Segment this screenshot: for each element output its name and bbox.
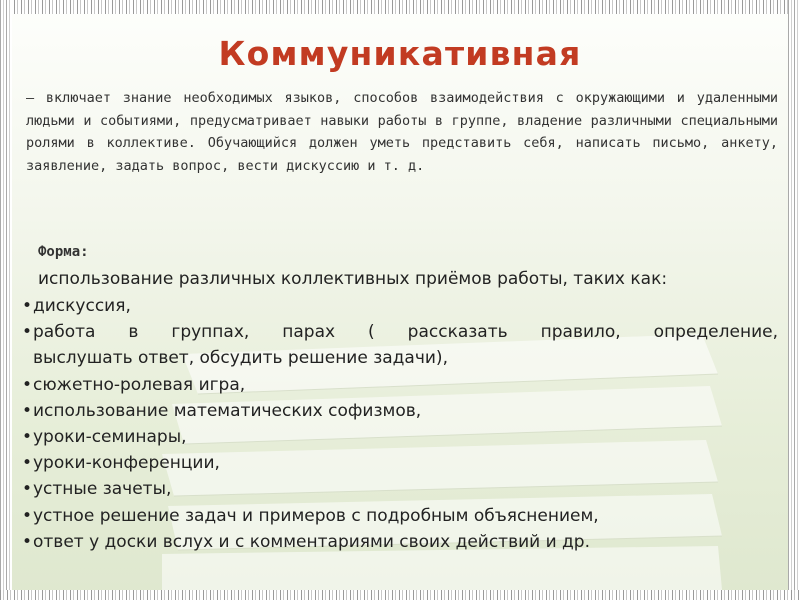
list-item: • использование математических софизмов, xyxy=(22,398,778,424)
right-stripe-border xyxy=(788,0,800,600)
left-stripe-border xyxy=(0,0,12,600)
list-item-continuation: выслушать ответ, обсудить решение задачи), xyxy=(33,348,448,369)
top-stripe-border xyxy=(0,0,800,14)
list-item: • устное решение задач и примеров с подробным объяснением, xyxy=(22,503,778,529)
list-item: • устные зачеты, xyxy=(22,476,778,502)
form-description: использование различных коллективных приёмов работы, таких как: xyxy=(38,269,668,289)
list-item: • работа в группах, парах ( рассказать правило, определение, xyxy=(22,319,778,345)
slide-title: Коммуникативная xyxy=(218,34,582,73)
bottom-stripe-border xyxy=(0,590,800,600)
methods-list xyxy=(22,293,778,555)
form-label: Форма: xyxy=(38,244,89,260)
list-item: • уроки-семинары, xyxy=(22,424,778,450)
list-item: • дискуссия, xyxy=(22,293,778,319)
list-item: • сюжетно-ролевая игра, xyxy=(22,372,778,398)
slide xyxy=(12,14,788,590)
list-item: • ответ у доски вслух и с комментариями своих действий и др. xyxy=(22,529,778,555)
intro-paragraph: – включает знание необходимых языков, способов взаимодействия с окружающими и удаленными людьми и событиями, предусматривает навыки работы в группе, владение различными специальными ролями в коллективе. Обучающийся должен уметь представить себя, написать письмо, анкету, заявление, задать вопрос, вести дискуссию и т. д. xyxy=(26,90,778,174)
list-item: • уроки-конференции, xyxy=(22,450,778,476)
